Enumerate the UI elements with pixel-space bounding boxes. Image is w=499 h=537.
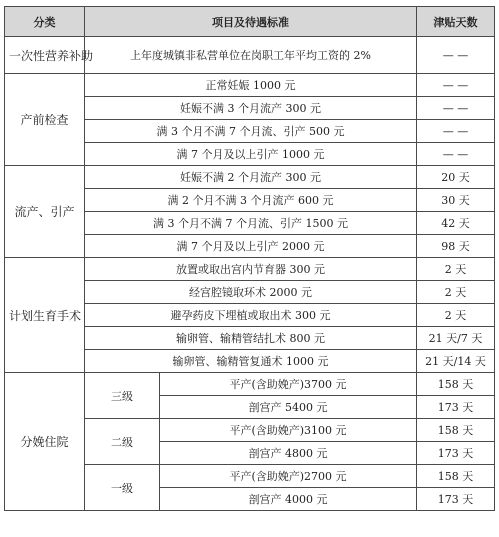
item-cell: 满 2 个月不满 3 个月流产 600 元: [85, 189, 417, 212]
item-cell: 满 7 个月及以上引产 1000 元: [85, 143, 417, 166]
item-cell: 剖宫产 4800 元: [160, 442, 417, 465]
days-cell: — —: [417, 37, 495, 74]
item-cell: 满 7 个月及以上引产 2000 元: [85, 235, 417, 258]
item-cell: 剖宫产 5400 元: [160, 396, 417, 419]
days-cell: 98 天: [417, 235, 495, 258]
table-row: [5, 166, 495, 189]
days-cell: 42 天: [417, 212, 495, 235]
item-cell: 输卵管、输精管复通术 1000 元: [85, 350, 417, 373]
category-cell: 产前检查: [5, 74, 85, 166]
header-row: [5, 7, 495, 37]
days-cell: — —: [417, 120, 495, 143]
days-cell: 2 天: [417, 304, 495, 327]
days-cell: — —: [417, 143, 495, 166]
item-cell: 平产(含助娩产)3100 元: [160, 419, 417, 442]
item-cell: 妊娠不满 2 个月流产 300 元: [85, 166, 417, 189]
item-cell: 放置或取出宫内节育器 300 元: [85, 258, 417, 281]
item-cell: 避孕药皮下埋植或取出术 300 元: [85, 304, 417, 327]
item-cell: 经宫腔镜取环术 2000 元: [85, 281, 417, 304]
header-category: 分类: [5, 7, 85, 37]
table-row: [5, 74, 495, 97]
item-cell: 剖宫产 4000 元: [160, 488, 417, 511]
category-cell: 计划生育手术: [5, 258, 85, 373]
item-cell: 平产(含助娩产)2700 元: [160, 465, 417, 488]
days-cell: 21 天/7 天: [417, 327, 495, 350]
item-cell: 满 3 个月不满 7 个月流、引产 1500 元: [85, 212, 417, 235]
category-cell: 分娩住院: [5, 373, 85, 511]
item-cell: 满 3 个月不满 7 个月流、引产 500 元: [85, 120, 417, 143]
level-cell: 二级: [85, 419, 160, 465]
item-cell: 妊娠不满 3 个月流产 300 元: [85, 97, 417, 120]
days-cell: 2 天: [417, 258, 495, 281]
days-cell: 173 天: [417, 396, 495, 419]
header-item: 项目及待遇标准: [85, 7, 417, 37]
item-cell: 输卵管、输精管结扎术 800 元: [85, 327, 417, 350]
level-cell: 三级: [85, 373, 160, 419]
table-container: [4, 6, 494, 511]
category-cell: 流产、引产: [5, 166, 85, 258]
category-cell: 一次性营养补助: [5, 37, 85, 74]
days-cell: 158 天: [417, 419, 495, 442]
days-cell: 20 天: [417, 166, 495, 189]
header-days: 津贴天数: [417, 7, 495, 37]
item-cell: 平产(含助娩产)3700 元: [160, 373, 417, 396]
days-cell: 2 天: [417, 281, 495, 304]
subsidy-table: [4, 6, 495, 511]
table-row: [5, 258, 495, 281]
table-row: [5, 37, 495, 74]
days-cell: 158 天: [417, 465, 495, 488]
item-cell: 上年度城镇非私营单位在岗职工年平均工资的 2%: [85, 37, 417, 74]
level-cell: 一级: [85, 465, 160, 511]
days-cell: — —: [417, 97, 495, 120]
table-row: [5, 373, 495, 396]
days-cell: 173 天: [417, 442, 495, 465]
days-cell: 173 天: [417, 488, 495, 511]
days-cell: 158 天: [417, 373, 495, 396]
days-cell: 30 天: [417, 189, 495, 212]
item-cell: 正常妊娠 1000 元: [85, 74, 417, 97]
days-cell: 21 天/14 天: [417, 350, 495, 373]
days-cell: — —: [417, 74, 495, 97]
